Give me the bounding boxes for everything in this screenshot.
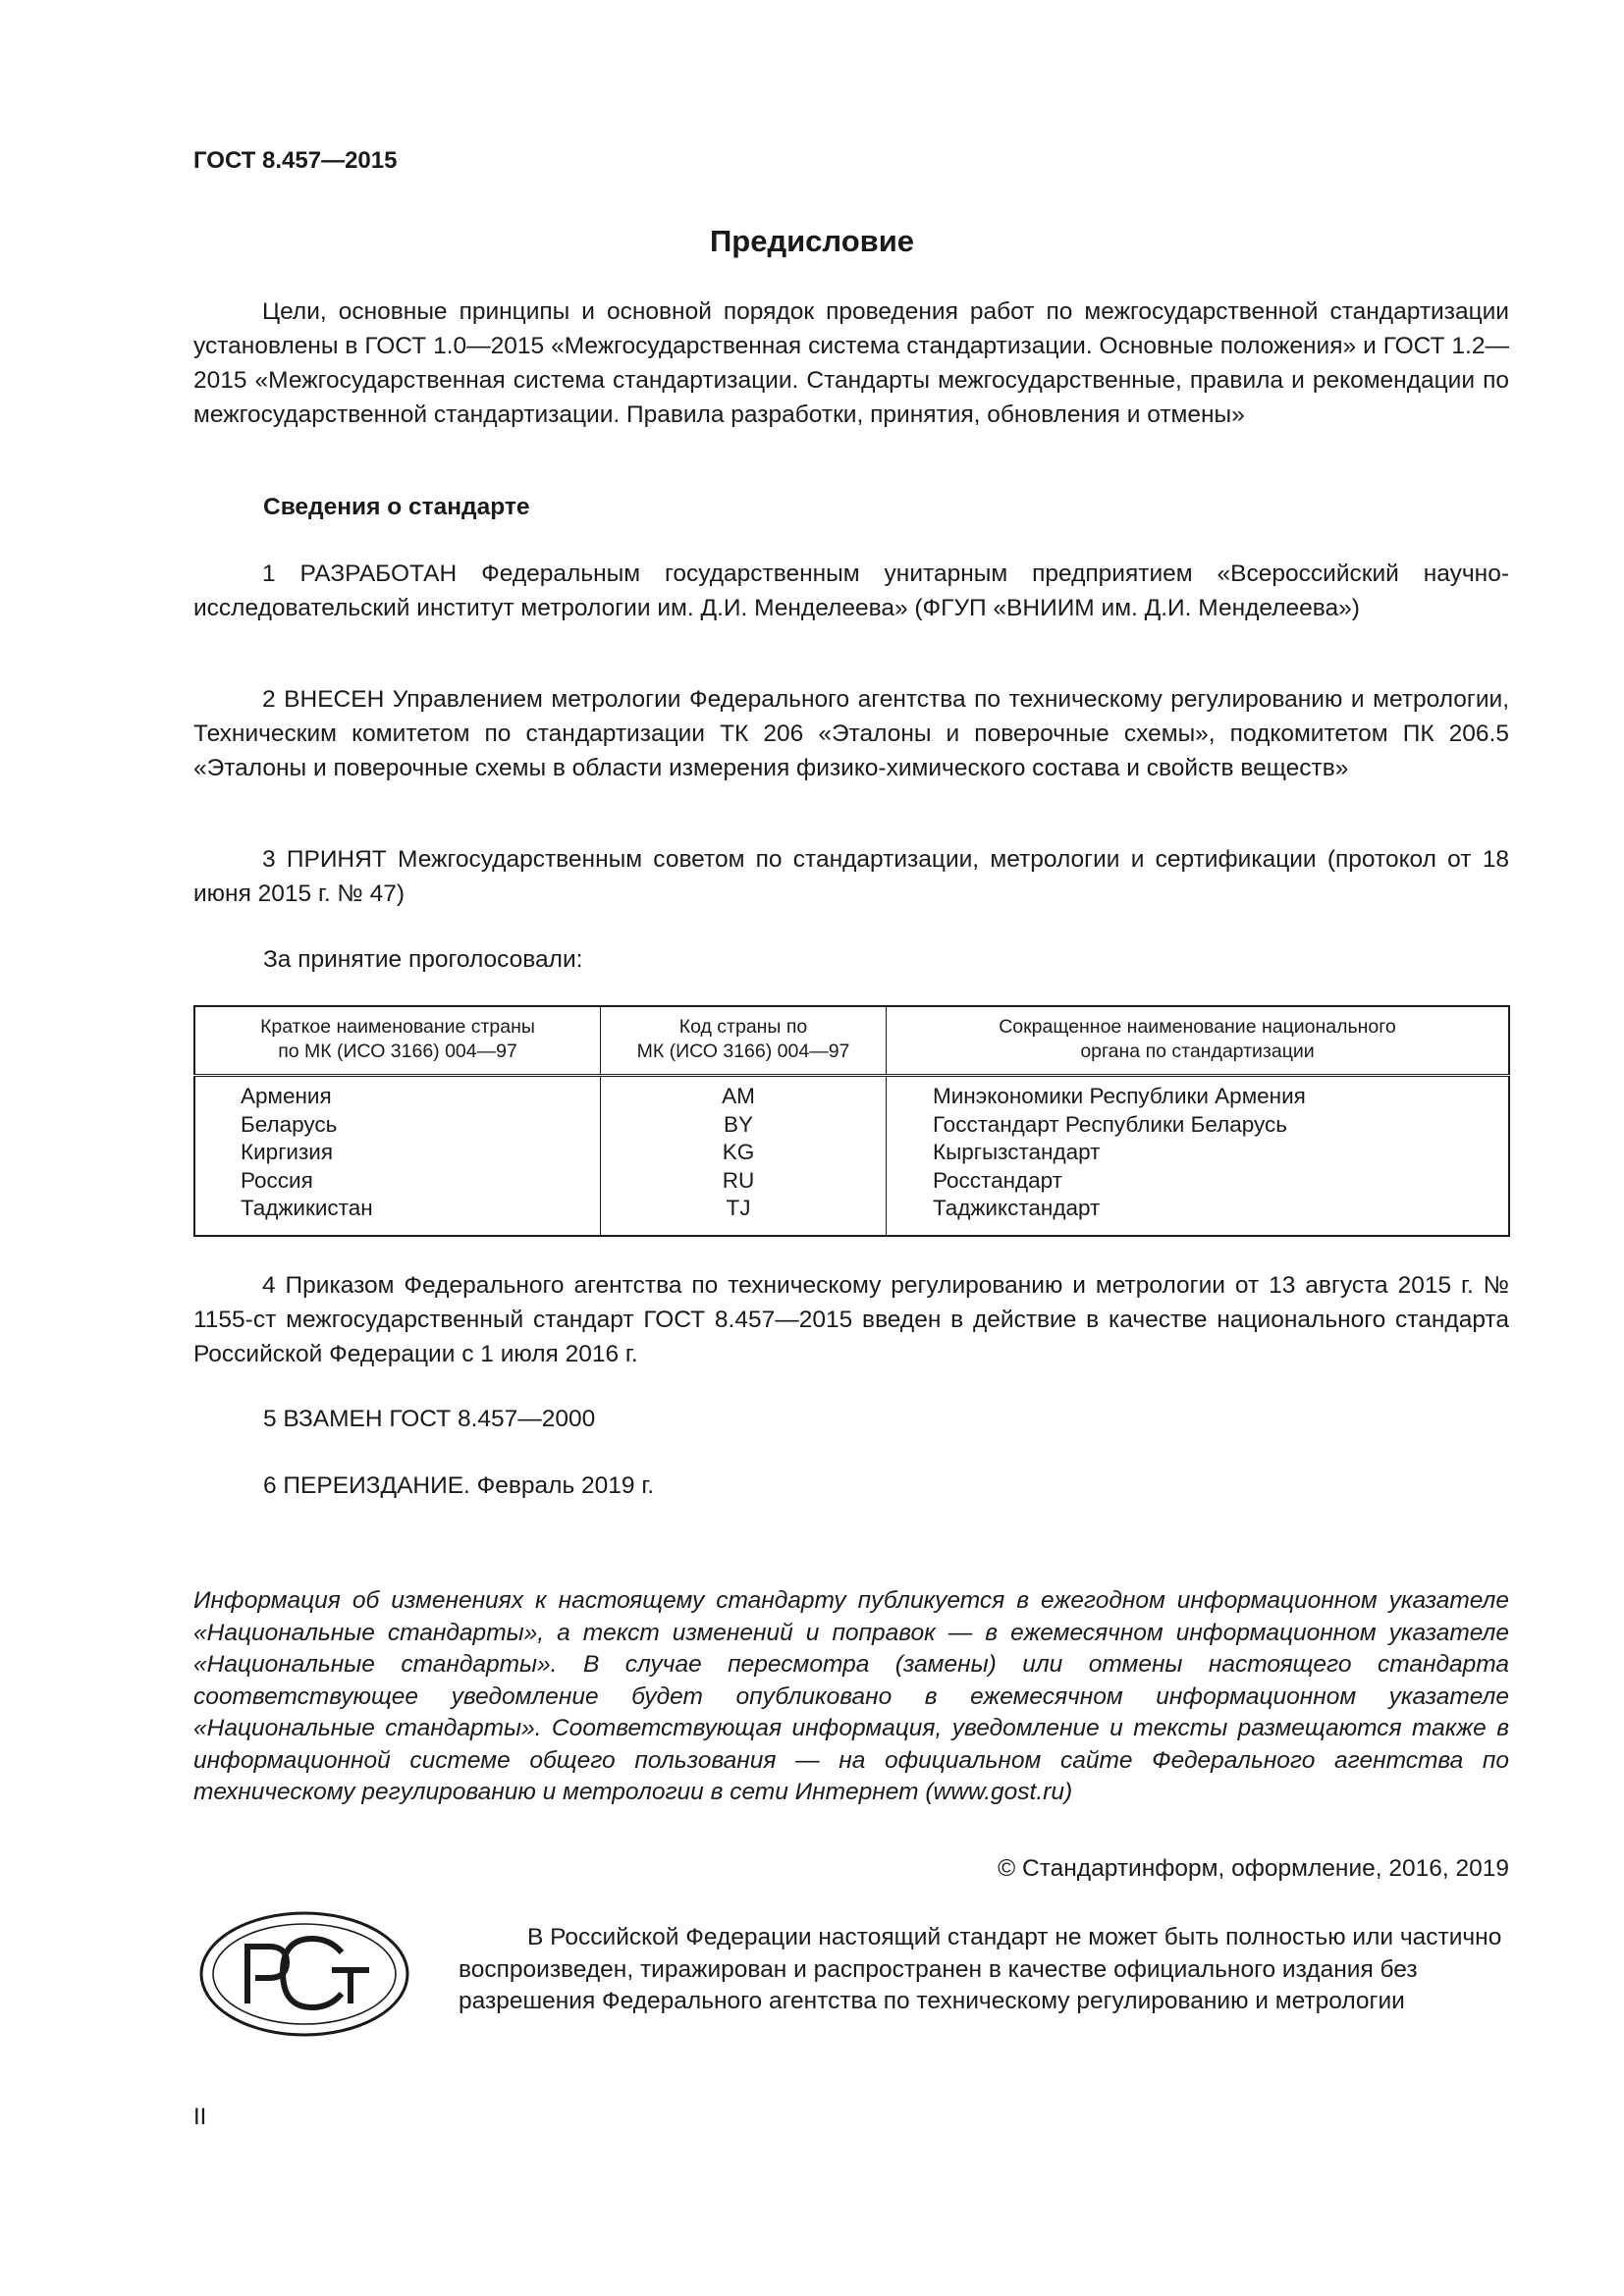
header-text: МК (ИСО 3166) 004—97 xyxy=(636,1041,850,1062)
country-cell xyxy=(194,1076,601,1236)
country-code: BY xyxy=(723,1111,753,1137)
reproduction-notice: В Российской Федерации настоящий стандарт не может быть полностью или частично воспроизведен, тиражирован и распространен в качестве официального издания без разрешения Федерального агентства по техническому регулированию и метрологии xyxy=(459,1924,1502,2014)
section-subheading: Сведения о стандарте xyxy=(263,494,530,520)
code-cell xyxy=(601,1076,887,1236)
standards-body: Минэкономики Республики Армения xyxy=(933,1084,1306,1108)
country-code: KG xyxy=(722,1140,755,1164)
country-name: Таджикистан xyxy=(241,1196,373,1220)
country-name: Армения xyxy=(241,1084,332,1108)
header-text: Краткое наименование страны xyxy=(260,1016,535,1038)
voting-countries-table xyxy=(193,1005,1510,1237)
page-number: II xyxy=(193,2104,207,2130)
country-name: Беларусь xyxy=(241,1111,338,1137)
item-replaces: 5 ВЗАМЕН ГОСТ 8.457—2000 xyxy=(263,1406,596,1432)
header-text: Код страны по xyxy=(678,1016,808,1038)
copyright-line: © Стандартинформ, оформление, 2016, 2019 xyxy=(998,1855,1509,1882)
standards-body: Госстандарт Республики Беларусь xyxy=(933,1111,1288,1137)
country-name: Россия xyxy=(241,1167,313,1193)
preface-paragraph: Цели, основные принципы и основной порядок проведения работ по межгосударственной стандартизации установлены в ГОСТ 1.0—2015 «Межгосударственная система стандартизации. Основные положения» и ГОСТ 1.2—2015 «Межгосударственная система стандартизации. Стандарты межгосударственные, правила и рекомендации по межгосударственной стандартизации. Правила разработки, принятия, обновления и отмены» xyxy=(193,298,1509,428)
document-id: ГОСТ 8.457—2015 xyxy=(193,147,398,174)
header-text: органа по стандартизации xyxy=(1080,1041,1315,1062)
item-enacted: 4 Приказом Федерального агентства по техническому регулированию и метрологии от 13 августа 2015 г. № 1155-ст межгосударственный стандарт ГОСТ 8.457—2015 введен в действие в качестве национального стандарта Российской Федерации с 1 июля 2016 г. xyxy=(193,1272,1509,1367)
header-text: по МК (ИСО 3166) 004—97 xyxy=(278,1041,517,1062)
table-header-row xyxy=(194,1006,1509,1076)
table-header-country xyxy=(194,1006,601,1076)
table-header-body xyxy=(887,1006,1510,1076)
standards-body: Таджикстандарт xyxy=(933,1196,1101,1220)
voted-label: За принятие проголосовали: xyxy=(263,946,583,973)
body-cell xyxy=(887,1076,1510,1236)
standards-body: Кыргызстандарт xyxy=(933,1140,1101,1164)
standards-body: Росстандарт xyxy=(933,1167,1062,1193)
header-text: Сокращенное наименование национального xyxy=(999,1016,1396,1038)
rst-certification-mark-icon xyxy=(196,1909,412,2044)
item-developed: 1 РАЗРАБОТАН Федеральным государственным унитарным предприятием «Всероссийский научно-исследовательский институт метрологии им. Д.И. Менделеева» (ФГУП «ВНИИМ им. Д.И. Менделеева») xyxy=(193,561,1509,621)
table-header-code xyxy=(601,1006,887,1076)
item-adopted: 3 ПРИНЯТ Межгосударственным советом по стандартизации, метрологии и сертификации (протокол от 18 июня 2015 г. № 47) xyxy=(193,846,1509,907)
country-code: AM xyxy=(722,1084,755,1108)
country-code: TJ xyxy=(726,1196,751,1220)
page-title: Предисловие xyxy=(709,224,914,258)
country-code: RU xyxy=(722,1167,755,1193)
item-introduced: 2 ВНЕСЕН Управлением метрологии Федерального агентства по техническому регулированию и метрологии, Техническим комитетом по стандартизации ТК 206 «Эталоны и поверочные схемы», подкомитетом ПК 206.5 «Эталоны и поверочные схемы в области измерения физико-химического состава и свойств веществ» xyxy=(193,686,1509,781)
changes-info-paragraph: Информация об изменениях к настоящему стандарту публикуется в ежегодном информационном указателе «Национальные стандарты», а текст изменений и поправок — в ежемесячном информационном указателе «Национальные стандарты». В случае пересмотра (замены) или отмены настоящего стандарта соответствующее уведомление будет опубликовано в ежемесячном информационном указателе «Национальные стандарты». Соответствующая информация, уведомление и тексты размещаются также в информационной системе общего пользования — на официальном сайте Федерального агентства по техническому регулированию и метрологии в сети Интернет (www.gost.ru) xyxy=(193,1587,1509,1805)
item-reissue: 6 ПЕРЕИЗДАНИЕ. Февраль 2019 г. xyxy=(263,1472,655,1499)
table-row xyxy=(194,1076,1509,1236)
country-name: Киргизия xyxy=(241,1140,334,1164)
